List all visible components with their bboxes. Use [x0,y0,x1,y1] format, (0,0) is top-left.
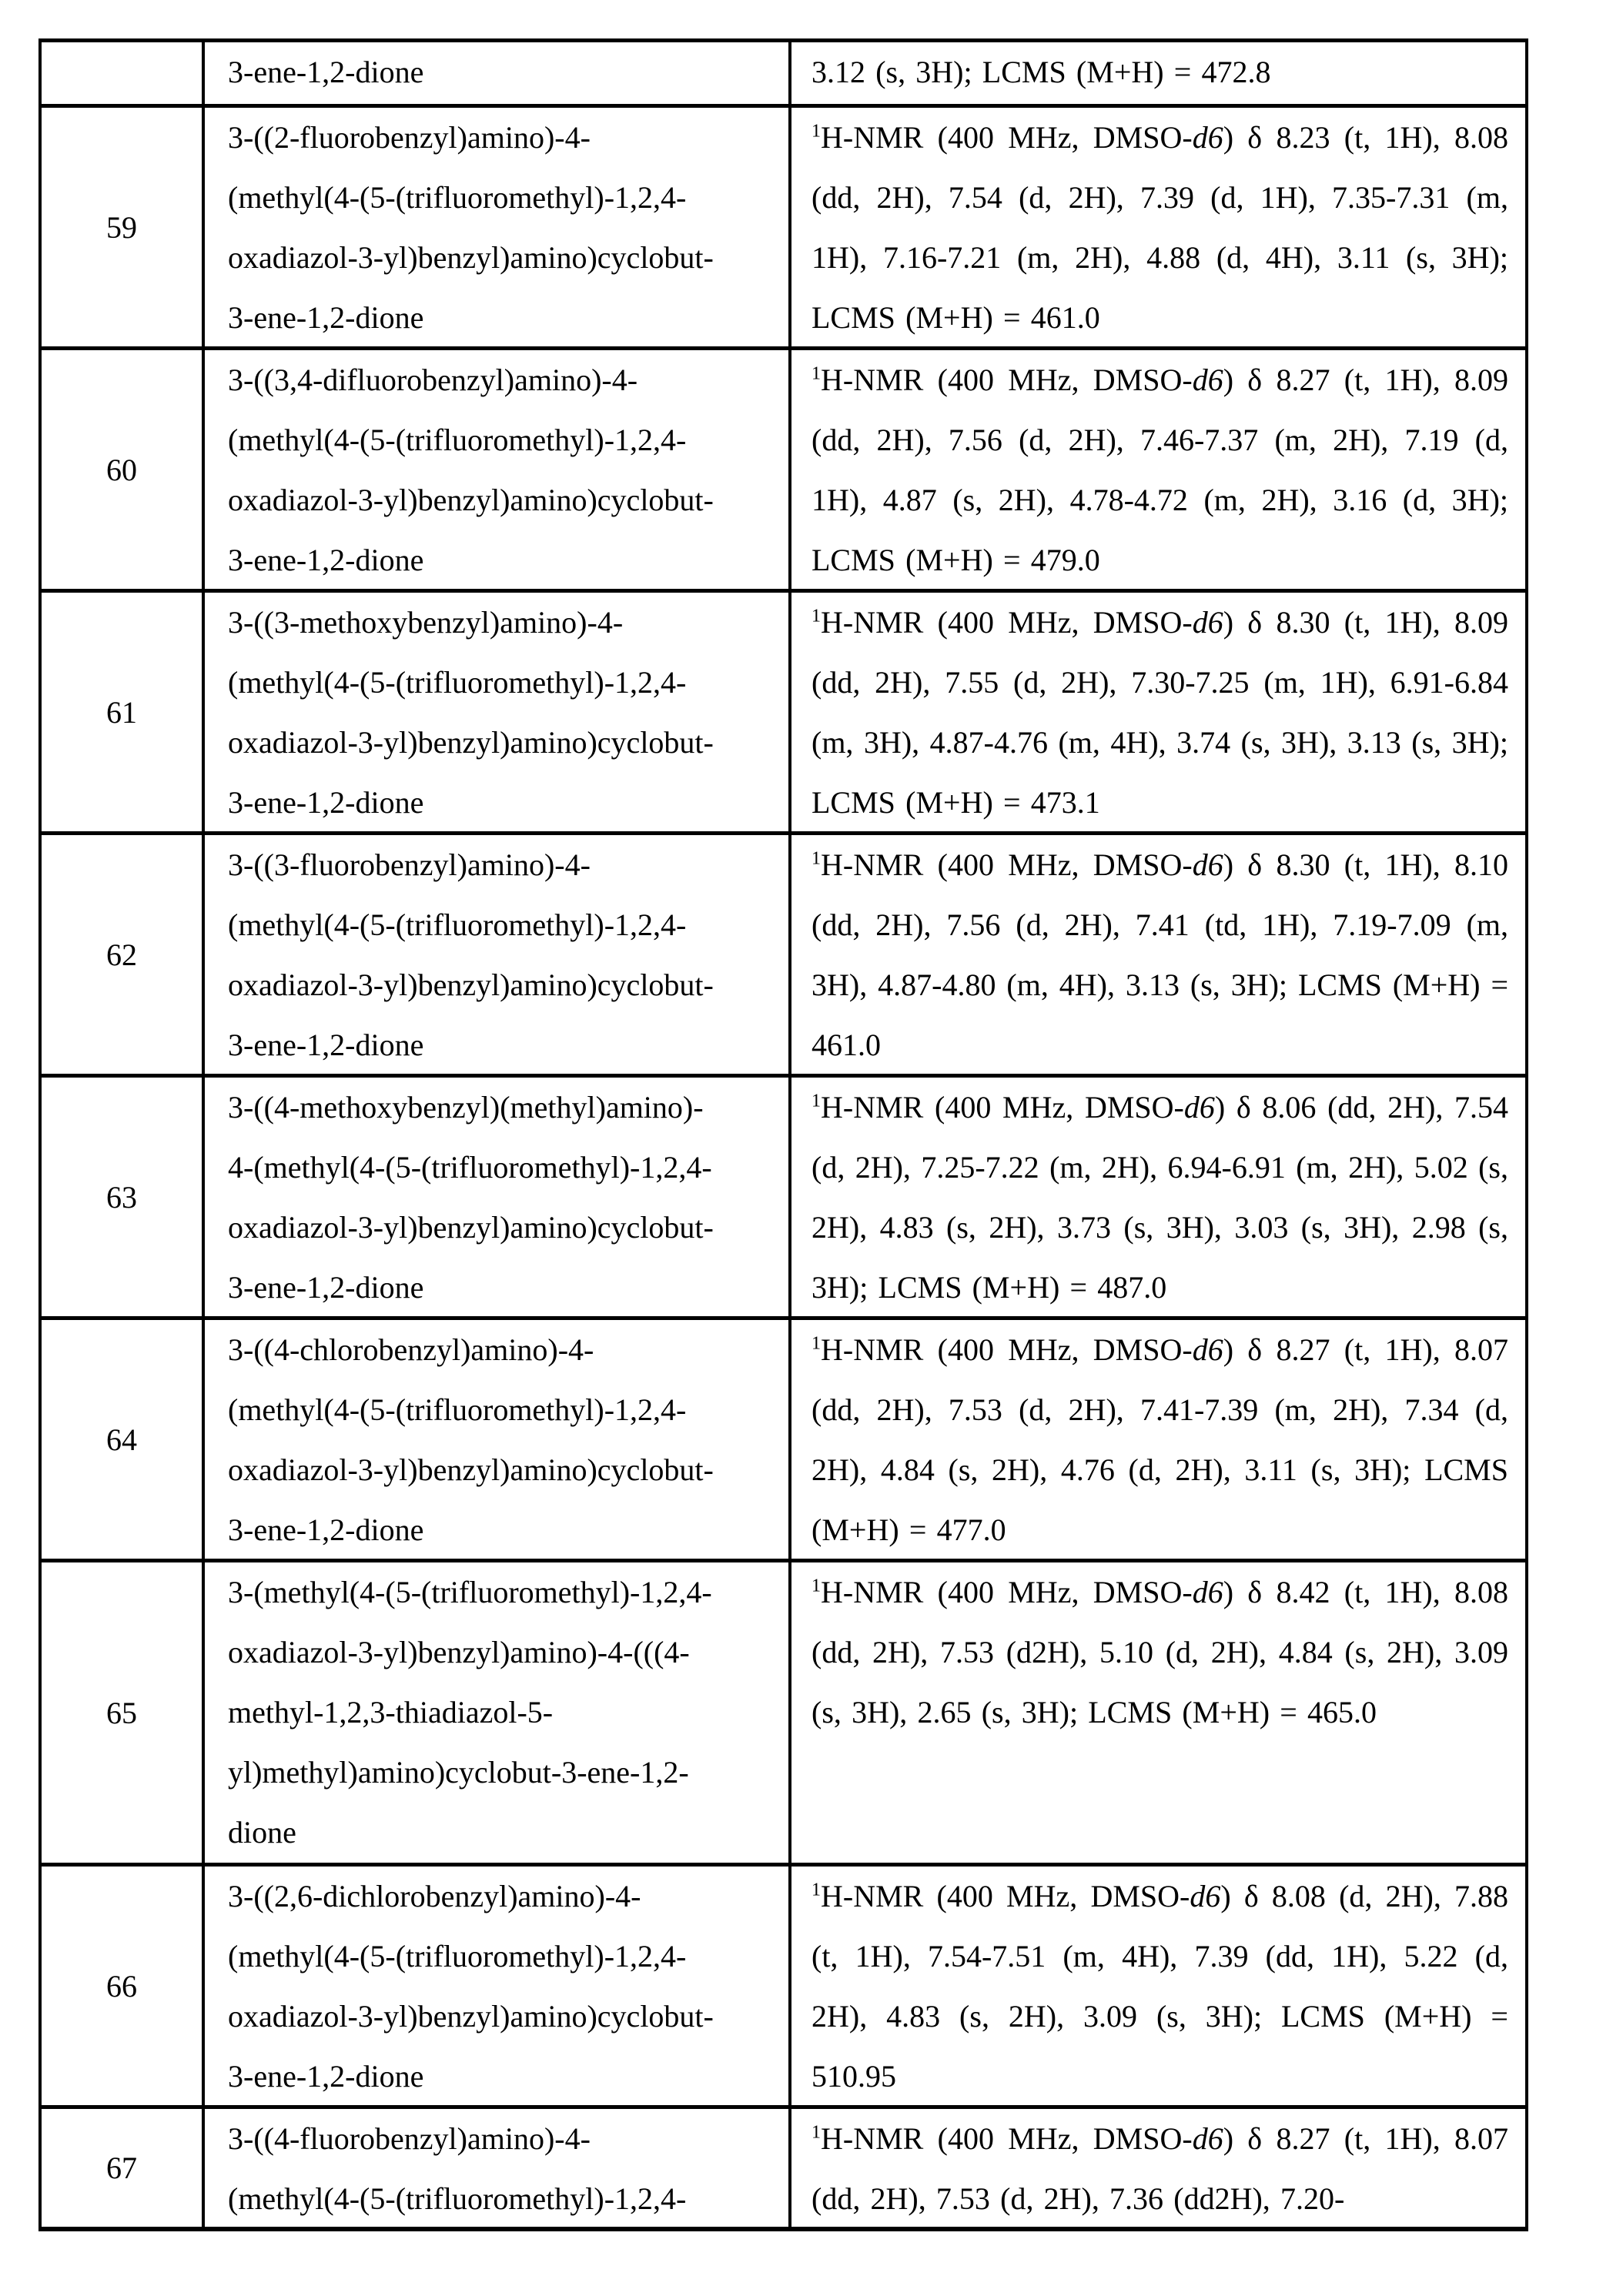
compound-characterization-table [38,38,1528,2231]
table-row [42,1316,1525,1559]
nmr-data-cell: $^1$H-NMR (400 MHz, DMSO-d6) δ 8.30 (t, 1H), 8.09 (dd, 2H), 7.55 (d, 2H), 7.30-7.25 (m, 1H), 6.91-6.84 (m, 3H), 4.87-4.76 (m, 4H), 3.74 (s, 3H), 3.13 (s, 3H); LCMS (M+H) = 473.1 [812,605,1509,820]
compound-name-cell: 3-((3,4-difluorobenzyl)amino)-4- (methyl(4-(5-(trifluoromethyl)-1,2,4- oxadiazol-3-yl)benzyl)amino)cyclobut- 3-ene-1,2-dione [202,350,791,589]
table-row [42,589,1525,831]
compound-name-cell: 3-((3-fluorobenzyl)amino)-4- (methyl(4-(5-(trifluoromethyl)-1,2,4- oxadiazol-3-yl)benzyl)amino)cyclobut- 3-ene-1,2-dione [202,835,791,1074]
compound-number-cell [42,42,202,104]
nmr-data-cell: $^1$H-NMR (400 MHz, DMSO-d6) δ 8.23 (t, 1H), 8.08 (dd, 2H), 7.54 (d, 2H), 7.39 (d, 1H), 7.35-7.31 (m, 1H), 7.16-7.21 (m, 2H), 4.88 (d, 4H), 3.11 (s, 3H); LCMS (M+H) = 461.0 [812,120,1509,335]
nmr-data-cell: $^1$H-NMR (400 MHz, DMSO-d6) δ 8.08 (d, 2H), 7.88 (t, 1H), 7.54-7.51 (m, 4H), 7.39 (dd, 1H), 5.22 (d, 2H), 4.83 (s, 2H), 3.09 (s, 3H); LCMS (M+H) = 510.95 [812,1879,1509,2094]
compound-number-cell: 67 [106,2151,137,2185]
nmr-data-cell: $^1$H-NMR (400 MHz, DMSO-d6) δ 8.27 (t, 1H), 8.09 (dd, 2H), 7.56 (d, 2H), 7.46-7.37 (m, 2H), 7.19 (d, 1H), 4.87 (s, 2H), 4.78-4.72 (m, 2H), 3.16 (d, 3H); LCMS (M+H) = 479.0 [812,363,1509,577]
compound-name-cell: 3-((4-methoxybenzyl)(methyl)amino)- 4-(methyl(4-(5-(trifluoromethyl)-1,2,4- oxadiazol-3-yl)benzyl)amino)cyclobut- 3-ene-1,2-dione [202,1078,791,1316]
compound-name-cell: 3-((4-chlorobenzyl)amino)-4- (methyl(4-(5-(trifluoromethyl)-1,2,4- oxadiazol-3-yl)benzyl)amino)cyclobut- 3-ene-1,2-dione [202,1320,791,1559]
compound-number-cell: 64 [106,1422,137,1457]
compound-number-cell: 60 [106,452,137,487]
table-row [42,2105,1525,2227]
compound-name-cell: 3-(methyl(4-(5-(trifluoromethyl)-1,2,4- oxadiazol-3-yl)benzyl)amino)-4-(((4- methyl-1,2,3-thiadiazol-5- yl)methyl)amino)cyclobut-3-ene-1,2- dione [202,1562,791,1863]
compound-name-cell: 3-((2,6-dichlorobenzyl)amino)-4- (methyl(4-(5-(trifluoromethyl)-1,2,4- oxadiazol-3-yl)benzyl)amino)cyclobut- 3-ene-1,2-dione [202,1867,791,2105]
compound-number-cell: 61 [106,694,137,730]
compound-number-cell: 65 [106,1695,137,1730]
table-row [42,104,1525,346]
table-row [42,42,1525,104]
compound-name-cell: 3-((4-fluorobenzyl)amino)-4- (methyl(4-(5-(trifluoromethyl)-1,2,4- [202,2109,791,2227]
nmr-data-cell: $^1$H-NMR (400 MHz, DMSO-d6) δ 8.42 (t, 1H), 8.08 (dd, 2H), 7.53 (d2H), 5.10 (d, 2H), 4.84 (s, 2H), 3.09 (s, 3H), 2.65 (s, 3H); LCMS (M+H) = 465.0 [812,1575,1509,1730]
nmr-data-cell: $^1$H-NMR (400 MHz, DMSO-d6) δ 8.27 (t, 1H), 8.07 (dd, 2H), 7.53 (d, 2H), 7.36 (dd2H), 7.20- [812,2121,1509,2216]
table-row [42,831,1525,1074]
compound-number-cell: 63 [106,1179,137,1215]
table-row [42,1863,1525,2105]
compound-name-cell: 3-((3-methoxybenzyl)amino)-4- (methyl(4-(5-(trifluoromethyl)-1,2,4- oxadiazol-3-yl)benzyl)amino)cyclobut- 3-ene-1,2-dione [202,593,791,831]
nmr-data-cell: $^1$H-NMR (400 MHz, DMSO-d6) δ 8.06 (dd, 2H), 7.54 (d, 2H), 7.25-7.22 (m, 2H), 6.94-6.91 (m, 2H), 5.02 (s, 2H), 4.83 (s, 2H), 3.73 (s, 3H), 3.03 (s, 3H), 2.98 (s, 3H); LCMS (M+H) = 487.0 [812,1090,1509,1305]
table-row [42,1559,1525,1863]
compound-name-cell: 3-((2-fluorobenzyl)amino)-4- (methyl(4-(5-(trifluoromethyl)-1,2,4- oxadiazol-3-yl)benzyl)amino)cyclobut- 3-ene-1,2-dione [202,108,791,346]
table-row [42,1074,1525,1316]
nmr-data-cell: 3.12 (s, 3H); LCMS (M+H) = 472.8 [812,55,1271,89]
compound-number-cell: 62 [106,937,137,972]
table-row [42,346,1525,589]
compound-number-cell: 66 [106,1968,137,2004]
compound-number-cell: 59 [106,209,137,245]
compound-name-cell: 3-ene-1,2-dione [202,42,791,104]
nmr-data-cell: $^1$H-NMR (400 MHz, DMSO-d6) δ 8.27 (t, 1H), 8.07 (dd, 2H), 7.53 (d, 2H), 7.41-7.39 (m, 2H), 7.34 (d, 2H), 4.84 (s, 2H), 4.76 (d, 2H), 3.11 (s, 3H); LCMS (M+H) = 477.0 [812,1332,1509,1547]
nmr-data-cell: $^1$H-NMR (400 MHz, DMSO-d6) δ 8.30 (t, 1H), 8.10 (dd, 2H), 7.56 (d, 2H), 7.41 (td, 1H), 7.19-7.09 (m, 3H), 4.87-4.80 (m, 4H), 3.13 (s, 3H); LCMS (M+H) = 461.0 [812,847,1509,1062]
